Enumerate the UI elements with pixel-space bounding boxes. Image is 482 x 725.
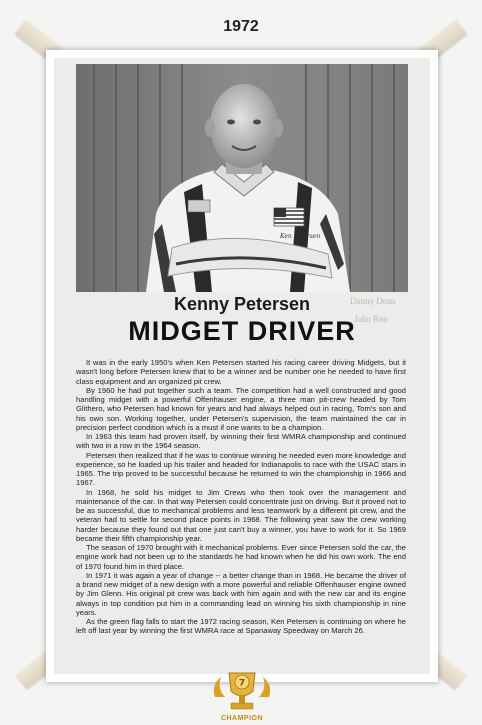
year-title: 1972: [223, 18, 259, 35]
background-name-2: John Rea: [354, 314, 388, 324]
background-name-1: Danny Dean: [350, 296, 396, 306]
driver-name: Kenny Petersen: [173, 294, 311, 314]
badge-label: CHAMPION: [220, 715, 264, 722]
badge-number: 7: [238, 678, 246, 689]
trophy-icon: [207, 667, 277, 717]
paragraph: Petersen then realized that if he was to continue winning he needed even more knowledge and experience, so he loaded up his trailer and headed for Indianapolis to race with the USAC stars in 1965. The trip proved to be successful because he returned to win the championship in 1966 and 1967.: [76, 450, 406, 488]
paragraph: As the green flag falls to start the 1972 racing season, Ken Petersen is continuing on where he left off last year by winning the first WMRA race at Spanaway Speedway on March 26.: [76, 617, 406, 636]
driver-photo-illustration: [76, 64, 408, 292]
paragraph: In 1968, he sold his midget to Jim Crews who then took over the management and maintenance of the car. In that way Petersen could concentrate just on driving. But it proved not to be as successful, due to mechanical problems and less teamwork by a different pit crew, and the veteran had to settle for second place points in 1968. The following year saw the crew working harder because they found out that one just can't buy a winner, you have to work for it. So 1969 became their fifth championship year.: [76, 487, 406, 543]
driver-photo: [76, 64, 408, 292]
suit-signature: Ken Petersen: [280, 233, 321, 240]
newspaper-clipping: [54, 58, 430, 674]
article-body: [76, 358, 406, 636]
paragraph: By 1960 he had put together such a team. The competition had a well constructed and good handling midget with a powerful Offenhauser engine, a three man pit-crew headed by Tom Glithero, who Petersen had known for years and had always helped out in racing, Tom's son and his own son. Working together, under Petersen's supervision, the team maintained the car in precision perfect condition which is a must if one wants to be a champion.: [76, 385, 406, 432]
paragraph: In 1963 this team had proven itself, by winning their first WMRA championship and continued with two in a row in the 1964 season.: [76, 432, 406, 451]
headline: MIDGET DRIVER: [128, 316, 356, 346]
paragraph: It was in the early 1950's when Ken Petersen started his racing career driving Midgets, but it wasn't long before Petersen knew that to be a winner and be number one he needed to have first class equipment and an organized pit crew.: [76, 358, 406, 386]
champion-badge: [207, 667, 277, 722]
paragraph: The season of 1970 brought with it mechanical problems. Ever since Petersen sold the car, the engine work had not been up to the standards he had known when he did his own work. The end of 1970 found him in third place.: [76, 543, 406, 571]
paragraph: In 1971 it was again a year of change -- a better change than in 1968. He became the driver of a brand new midget of a new design with a more powerful and reliable Offenhauser engine owned by Jim Glenn. His original pit crew was back with him again and with the new car and its engine always in top condition put him in a commanding lead on winning his sixth championship in nine years.: [76, 570, 406, 617]
